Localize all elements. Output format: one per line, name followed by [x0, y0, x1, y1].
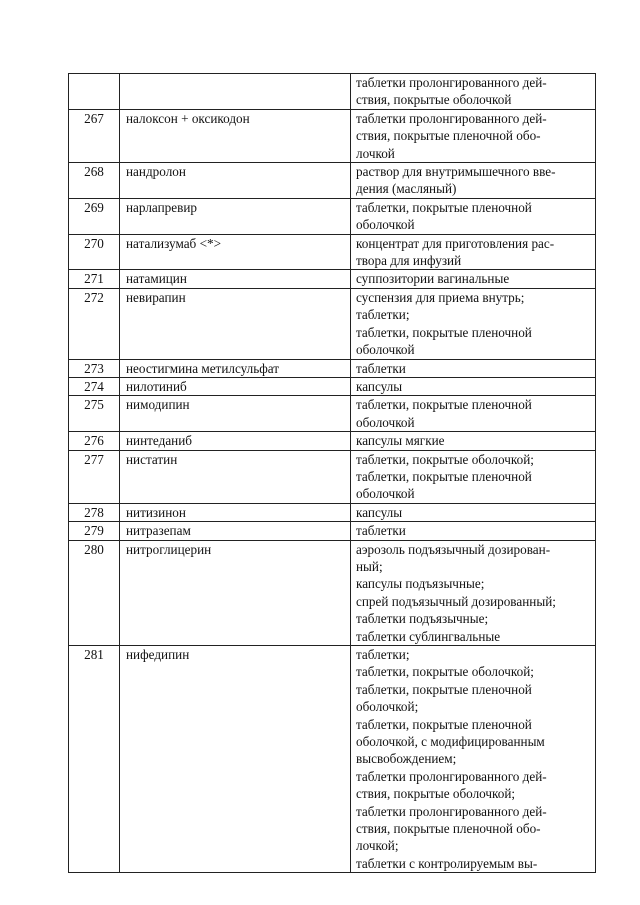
dosage-form-line: таблетки, покрытые пленочной	[356, 199, 532, 215]
row-number: 280	[69, 540, 120, 645]
dosage-form-line: таблетки, покрытые пленочной	[356, 468, 532, 484]
table-row	[69, 646, 596, 873]
drug-table	[68, 73, 596, 873]
table-row	[69, 270, 596, 288]
drug-name: нифедипин	[120, 646, 351, 873]
table-row	[69, 432, 596, 450]
row-number: 269	[69, 198, 120, 234]
dosage-form-line: таблетки пролонгированного дей-	[356, 110, 547, 126]
dosage-form-line: оболочкой;	[356, 699, 419, 715]
row-number: 274	[69, 377, 120, 395]
table-row	[69, 288, 596, 359]
dosage-form-line: таблетки пролонгированного дей-	[356, 803, 547, 819]
dosage-forms	[351, 163, 596, 199]
dosage-form-line: таблетки подъязычные;	[356, 611, 489, 627]
dosage-forms	[351, 74, 596, 110]
dosage-form-line: лочкой;	[356, 838, 399, 854]
drug-name: нарлапревир	[120, 198, 351, 234]
row-number: 275	[69, 396, 120, 432]
dosage-form-line: таблетки, покрытые пленочной	[356, 716, 532, 732]
dosage-form-line: высвобождением;	[356, 751, 457, 767]
dosage-forms	[351, 450, 596, 503]
dosage-form-line: таблетки, покрытые пленочной	[356, 324, 532, 340]
dosage-form-line: таблетки;	[356, 307, 410, 323]
row-number: 276	[69, 432, 120, 450]
table-row	[69, 522, 596, 540]
drug-name: нандролон	[120, 163, 351, 199]
drug-table-body	[69, 74, 596, 873]
dosage-form-line: таблетки с контролируемым вы-	[356, 855, 538, 871]
dosage-forms	[351, 646, 596, 873]
dosage-forms	[351, 288, 596, 359]
drug-name: нитразепам	[120, 522, 351, 540]
dosage-forms	[351, 503, 596, 521]
dosage-form-line: капсулы	[356, 378, 403, 394]
drug-name: нитизинон	[120, 503, 351, 521]
drug-name	[120, 74, 351, 110]
dosage-form-line: таблетки	[356, 360, 406, 376]
row-number: 271	[69, 270, 120, 288]
drug-name: нитроглицерин	[120, 540, 351, 645]
dosage-form-line: твора для инфузий	[356, 253, 462, 269]
table-row	[69, 234, 596, 270]
drug-name: нистатин	[120, 450, 351, 503]
dosage-forms	[351, 359, 596, 377]
dosage-form-line: оболочкой	[356, 414, 415, 430]
drug-name: невирапин	[120, 288, 351, 359]
row-number	[69, 74, 120, 110]
dosage-form-line: таблетки пролонгированного дей-	[356, 768, 547, 784]
drug-name: нилотиниб	[120, 377, 351, 395]
dosage-forms	[351, 522, 596, 540]
table-row	[69, 503, 596, 521]
row-number: 268	[69, 163, 120, 199]
dosage-forms	[351, 377, 596, 395]
row-number: 281	[69, 646, 120, 873]
dosage-form-line: таблетки сублингвальные	[356, 628, 501, 644]
dosage-form-line: дения (масляный)	[356, 181, 457, 197]
row-number: 270	[69, 234, 120, 270]
dosage-form-line: суспензия для приема внутрь;	[356, 289, 525, 305]
dosage-form-line: таблетки, покрытые оболочкой;	[356, 451, 534, 467]
dosage-form-line: таблетки;	[356, 647, 410, 662]
drug-name: неостигмина метилсульфат	[120, 359, 351, 377]
table-row	[69, 540, 596, 645]
row-number: 267	[69, 109, 120, 162]
dosage-forms	[351, 432, 596, 450]
dosage-form-line: капсулы	[356, 504, 403, 520]
dosage-form-line: оболочкой	[356, 486, 415, 502]
dosage-forms	[351, 109, 596, 162]
table-row	[69, 109, 596, 162]
drug-name: натализумаб <*>	[120, 234, 351, 270]
dosage-form-line: таблетки, покрытые пленочной	[356, 397, 532, 413]
dosage-form-line: спрей подъязычный дозированный;	[356, 593, 556, 609]
table-row	[69, 359, 596, 377]
dosage-form-line: капсулы мягкие	[356, 433, 445, 449]
dosage-forms	[351, 270, 596, 288]
table-row	[69, 198, 596, 234]
dosage-form-line: лочкой	[356, 145, 395, 161]
table-row	[69, 450, 596, 503]
drug-name: нинтеданиб	[120, 432, 351, 450]
row-number: 272	[69, 288, 120, 359]
dosage-form-line: ный;	[356, 558, 383, 574]
dosage-form-line: оболочкой	[356, 217, 415, 233]
dosage-forms	[351, 540, 596, 645]
dosage-form-line: таблетки, покрытые оболочкой;	[356, 664, 534, 680]
dosage-forms	[351, 198, 596, 234]
dosage-form-line: раствор для внутримышечного вве-	[356, 164, 556, 180]
row-number: 273	[69, 359, 120, 377]
dosage-form-line: концентрат для приготовления рас-	[356, 235, 555, 251]
dosage-form-line: ствия, покрытые пленочной обо-	[356, 821, 541, 837]
dosage-form-line: таблетки пролонгированного дей-	[356, 75, 547, 90]
dosage-form-line: аэрозоль подъязычный дозирован-	[356, 541, 551, 557]
dosage-form-line: суппозитории вагинальные	[356, 271, 510, 287]
dosage-form-line: ствия, покрытые оболочкой	[356, 92, 512, 108]
drug-name: натамицин	[120, 270, 351, 288]
table-row	[69, 377, 596, 395]
dosage-form-line: оболочкой	[356, 342, 415, 358]
table-row	[69, 163, 596, 199]
dosage-forms	[351, 234, 596, 270]
row-number: 277	[69, 450, 120, 503]
table-row	[69, 396, 596, 432]
drug-name: налоксон + оксикодон	[120, 109, 351, 162]
dosage-forms	[351, 396, 596, 432]
dosage-form-line: ствия, покрытые пленочной обо-	[356, 128, 541, 144]
row-number: 278	[69, 503, 120, 521]
dosage-form-line: таблетки, покрытые пленочной	[356, 681, 532, 697]
dosage-form-line: оболочкой, с модифицированным	[356, 734, 545, 750]
dosage-form-line: ствия, покрытые оболочкой;	[356, 786, 516, 802]
table-row	[69, 74, 596, 110]
dosage-form-line: капсулы подъязычные;	[356, 576, 485, 592]
row-number: 279	[69, 522, 120, 540]
dosage-form-line: таблетки	[356, 523, 406, 539]
drug-name: нимодипин	[120, 396, 351, 432]
